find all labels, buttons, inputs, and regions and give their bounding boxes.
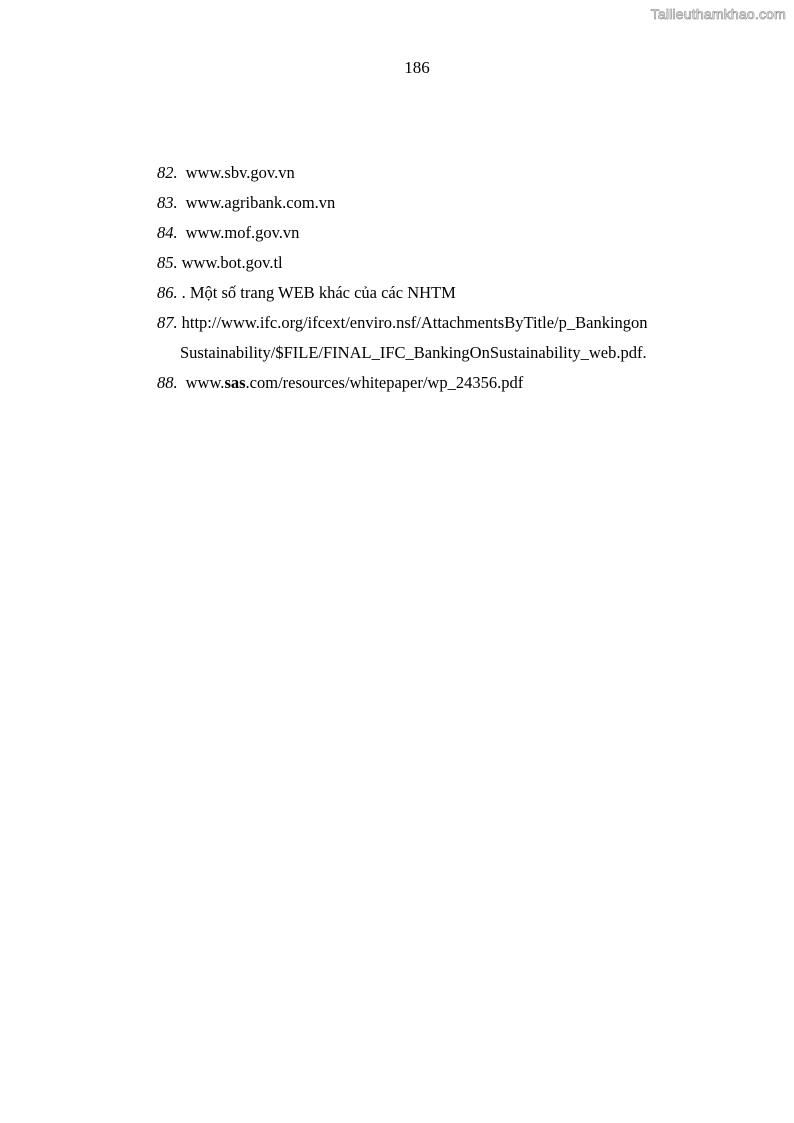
reference-link[interactable] xyxy=(186,373,524,392)
reference-number: 86. xyxy=(157,283,178,302)
reference-item-85 xyxy=(157,252,717,282)
reference-item-84 xyxy=(157,222,717,252)
reference-number: 83. xyxy=(157,193,178,212)
reference-link[interactable]: www.agribank.com.vn xyxy=(185,193,336,212)
reference-number: 84. xyxy=(157,223,178,242)
reference-item-82 xyxy=(157,162,717,192)
reference-list xyxy=(157,162,717,402)
reference-item-87 xyxy=(157,312,717,372)
reference-link[interactable]: www.sbv.gov.vn xyxy=(185,163,295,182)
page-number: 186 xyxy=(404,58,430,77)
watermark: Tailieuthamkhao.com xyxy=(650,6,786,22)
reference-link[interactable]: http://www.ifc.org/ifcext/enviro.nsf/AttachmentsByTitle/p_Bankingon xyxy=(181,313,648,332)
reference-link-continuation[interactable]: Sustainability/$FILE/FINAL_IFC_BankingOnSustainability_web.pdf. xyxy=(180,343,647,362)
reference-number: 85. xyxy=(157,253,178,272)
reference-item-86 xyxy=(157,282,717,312)
reference-item-88 xyxy=(157,372,717,402)
reference-link-suffix: .com/resources/whitepaper/wp_24356.pdf xyxy=(245,373,524,392)
reference-link[interactable]: www.mof.gov.vn xyxy=(185,223,300,242)
reference-number: 82. xyxy=(157,163,178,182)
reference-link[interactable]: www.bot.gov.tl xyxy=(181,253,283,272)
reference-link-prefix: www. xyxy=(185,373,225,392)
reference-text: . Một số trang WEB khác của các NHTM xyxy=(181,283,456,302)
reference-item-83 xyxy=(157,192,717,222)
reference-number: 87. xyxy=(157,313,178,332)
reference-link-bold: sas xyxy=(224,373,246,392)
reference-number: 88. xyxy=(157,373,178,392)
